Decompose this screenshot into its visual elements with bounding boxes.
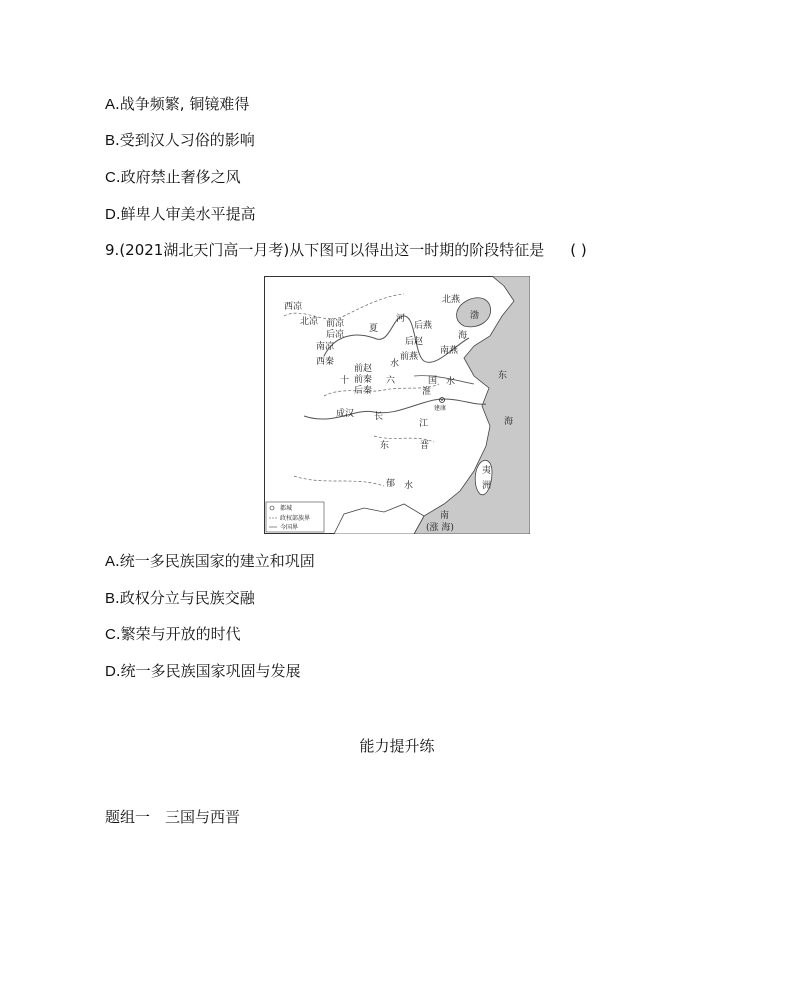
historical-map bbox=[264, 276, 530, 534]
label-guo: 国 bbox=[428, 376, 438, 386]
label-houqin: 后秦 bbox=[354, 386, 373, 396]
option-text: .受到汉人习俗的影响 bbox=[115, 131, 255, 149]
option-letter: D bbox=[105, 206, 116, 223]
answer-paren: ( ) bbox=[570, 241, 587, 259]
option-text: .鲜卑人审美水平提高 bbox=[115, 205, 256, 223]
question-text: 从下图可以得出这一时期的阶段特征是 bbox=[289, 241, 545, 259]
label-hai3: (涨 海) bbox=[426, 523, 454, 533]
label-hai2: 海 bbox=[504, 417, 514, 427]
q8-option-d bbox=[105, 204, 256, 225]
q8-option-a bbox=[105, 94, 249, 115]
label-liu: 六 bbox=[386, 376, 396, 386]
label-nan: 南 bbox=[440, 511, 450, 521]
label-shui1: 水 bbox=[390, 359, 400, 369]
option-letter: D bbox=[105, 663, 116, 680]
q8-option-b bbox=[105, 130, 255, 151]
q9-stem bbox=[105, 240, 587, 260]
option-letter: B bbox=[105, 132, 116, 149]
legend-capital: 都城 bbox=[280, 505, 293, 512]
label-jiankang: 建康 bbox=[434, 405, 447, 412]
section-title: 能力提升练 bbox=[359, 737, 435, 755]
label-hai1: 海 bbox=[458, 331, 468, 341]
label-yi: 夷 bbox=[482, 466, 492, 476]
q9-option-a bbox=[105, 551, 315, 572]
jiankang-marker-dot bbox=[441, 399, 443, 401]
label-jin: 晋 bbox=[420, 441, 430, 451]
q8-option-c bbox=[105, 167, 241, 188]
question-source: (2021湖北天门高一月考) bbox=[119, 241, 290, 259]
question-number: 9. bbox=[105, 241, 120, 259]
label-xia: 夏 bbox=[369, 324, 379, 334]
label-qianqin: 前秦 bbox=[354, 375, 373, 385]
label-houyan: 后燕 bbox=[414, 321, 433, 331]
label-dong2: 东 bbox=[380, 441, 390, 451]
label-qianliang: 前凉 bbox=[326, 319, 345, 329]
label-shi: 十 bbox=[340, 376, 350, 386]
label-beiyan: 北燕 bbox=[442, 295, 461, 305]
group-title: 题组一 三国与西晋 bbox=[105, 808, 241, 826]
label-shui3: 水 bbox=[404, 481, 414, 491]
label-houliang: 后凉 bbox=[326, 330, 345, 340]
label-shui2: 水 bbox=[446, 377, 456, 387]
label-huai: 淮 bbox=[422, 387, 432, 397]
option-text: .战争频繁, 铜镜难得 bbox=[115, 95, 250, 113]
label-xiliang: 西凉 bbox=[284, 302, 303, 312]
label-chang: 长 bbox=[374, 412, 384, 422]
label-zhou: 洲 bbox=[482, 481, 492, 491]
label-dong1: 东 bbox=[498, 371, 508, 381]
label-yu: 郁 bbox=[386, 479, 396, 489]
option-text: .政府禁止奢侈之风 bbox=[115, 168, 241, 186]
option-text: .统一多民族国家巩固与发展 bbox=[115, 662, 301, 680]
option-letter: A bbox=[105, 553, 116, 570]
q9-option-d bbox=[105, 661, 301, 682]
q9-option-b bbox=[105, 588, 255, 609]
q9-option-c bbox=[105, 624, 241, 645]
label-qianzhao: 前赵 bbox=[354, 364, 373, 374]
option-text: .政权分立与民族交融 bbox=[115, 589, 255, 607]
label-houzhao: 后赵 bbox=[405, 337, 424, 347]
option-letter: A bbox=[105, 96, 116, 113]
label-bo: 渤 bbox=[470, 311, 480, 321]
label-nanyan: 南燕 bbox=[440, 346, 459, 356]
label-he: 河 bbox=[396, 314, 406, 324]
map-svg bbox=[264, 276, 530, 534]
legend-modern-boundary: 今国界 bbox=[280, 524, 299, 531]
option-text: .繁荣与开放的时代 bbox=[115, 625, 241, 643]
option-text: .统一多民族国家的建立和巩固 bbox=[115, 552, 315, 570]
label-qianyan: 前燕 bbox=[400, 352, 419, 362]
option-letter: C bbox=[105, 626, 116, 643]
label-nanliang: 南凉 bbox=[316, 342, 335, 352]
label-chenghan: 成汉 bbox=[336, 409, 355, 419]
option-letter: C bbox=[105, 169, 116, 186]
option-letter: B bbox=[105, 590, 116, 607]
legend-regime-boundary: 政权部族界 bbox=[280, 515, 311, 522]
label-beiliang: 北凉 bbox=[300, 317, 319, 327]
label-jiang: 江 bbox=[419, 419, 429, 429]
label-xiqin: 西秦 bbox=[316, 357, 335, 367]
